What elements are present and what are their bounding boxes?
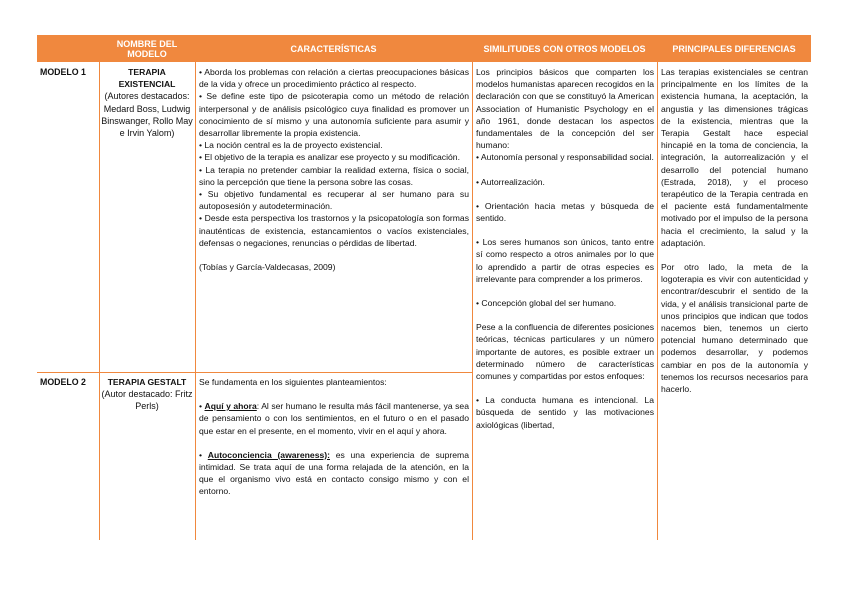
char-item: • El objetivo de la terapia es analizar ese proyecto y su modificación. <box>199 152 460 163</box>
char-item: • Su objetivo fundamental es recuperar al ser humano para su autoposesión y autodeterminación. <box>199 189 469 212</box>
similarity-item: • Orientación hacia metas y búsqueda de sentido. <box>476 200 654 224</box>
row1-label: MODELO 1 <box>40 67 86 77</box>
text-awareness: es una experiencia de suprema intimidad. Se trata aquí de una forma relajada de la atención, en la que el organismo vivo está en contacto consigo mismo y con el entorno. <box>199 449 469 497</box>
row1-model-name <box>101 66 193 139</box>
row1-title: TERAPIA EXISTENCIAL <box>118 67 176 90</box>
differences-cell <box>661 66 808 395</box>
row2-model-name <box>101 376 193 413</box>
header-col1 <box>37 35 99 62</box>
grid-line <box>657 35 658 540</box>
header-similarities: SIMILITUDES CON OTROS MODELOS <box>472 35 657 62</box>
char-item: • Desde esta perspectiva los trastornos y la psicopatología son formas inauténticas de existencia, estancamientos o vacíos existenciales, defensas o negaciones, renuncias o pérdidas de libertad. <box>199 213 469 248</box>
row2-title: TERAPIA GESTALT <box>107 377 187 387</box>
char-item: • Se define este tipo de psicoterapia como un método de relación interpersonal y de análisis psicológico cuya finalidad es promover un conocimiento de sí mismo y una autonomía suficiente para asumir y desarrollar libremente la propia existencia. <box>199 91 469 139</box>
header-differences: PRINCIPALES DIFERENCIAS <box>657 35 811 62</box>
citation: (Tobías y García-Valdecasas, 2009) <box>199 262 336 273</box>
similarity-item: • Autonomía personal y responsabilidad social. <box>476 152 654 163</box>
header-model-name: NOMBRE DEL MODELO <box>99 35 195 62</box>
row2-authors: (Autor destacado: Fritz Perls) <box>101 389 193 412</box>
similarities-para3: • La conducta humana es intencional. La búsqueda de sentido y las motivaciones axiológicas (libertad, <box>476 395 654 430</box>
similarities-para2: Pese a la confluencia de diferentes posiciones teóricas, técnicas particulares y un número importante de autores, es posible extraer un determinado número de características comunes y compartidas por estos enfoques: <box>476 322 654 382</box>
similarity-item: • Autorrealización. <box>476 176 545 187</box>
similarities-intro: Los principios básicos que comparten los modelos humanistas aparecen recogidos en la declaración con que se constituyó la American Association of Humanistic Psychology en el año 1961, donde destacan los aspectos fundamentales de la concepción del ser humano: <box>476 67 654 151</box>
row2-point-awareness: • Autoconciencia (awareness): es una experiencia de suprema intimidad. Se trata aquí de una forma relajada de la atención, en la que el organismo vivo está en contacto consigo mismo y con el entorno. <box>199 449 469 497</box>
differences-p1: Las terapias existenciales se centran principalmente en los límites de la existencia humana, la aceptación, la angustia y las dimensiones trágicas de la existencia, mientras que la Terapia Gestalt hace especial hincapié en la toma de conciencia, la integración, la autorrealización y el desarrollo del potencial humano (Estrada, 2018), y el proceso terapéutico de la Terapia centrada en el paciente está fundamentalmente motivado por el impulso de la persona hacia el crecimiento, la salud y la adaptación. <box>661 67 808 248</box>
similarity-item: • Concepción global del ser humano. <box>476 298 617 309</box>
similarities-cell <box>476 66 654 431</box>
char-item: • La noción central es la de proyecto existencial. <box>199 140 383 151</box>
row1-characteristics <box>199 66 469 273</box>
text-here-and-now: : Al ser humano le resulta más fácil mantenerse, ya sea de pensamiento o con los sentimientos, en el futuro o en el pasado que estar en el presente, en el momento, vivir en el aquí y ahora. <box>199 401 469 436</box>
char-item: • Aborda los problemas con relación a ciertas preocupaciones básicas de la vida y ofrece un procedimiento práctico al respecto. <box>199 67 469 90</box>
grid-line <box>195 35 196 540</box>
similarity-item: • Los seres humanos son únicos, tanto entre sí como respecto a otros animales por lo que lo aprendido a partir de otras especies es irrelevante para comprender a los primeros. <box>476 237 654 284</box>
grid-line <box>472 35 473 540</box>
differences-p2: Por otro lado, la meta de la logoterapia es vivir con autenticidad y encontrar/descubrir el sentido de la vida, y el análisis transicional parte de unos principios que indican que todos nacemos bien, tenemos un cierto potencial humano determinado que podemos desarrollar, y podemos cambiar en pos de la autonomía y tenemos los recursos necesarios para hacerlo. <box>661 262 808 395</box>
header-characteristics: CARACTERÍSTICAS <box>195 35 472 62</box>
row1-authors: (Autores destacados: Medard Boss, Ludwig Binswanger, Rollo May e Irvin Yalom) <box>101 91 193 139</box>
row2-characteristics <box>199 376 469 498</box>
row2-point-here-and-now: • Aquí y ahora: Al ser humano le resulta más fácil mantenerse, ya sea de pensamiento o con los sentimientos, en el futuro o en el pasado que estar en el presente, en el momento, vivir en el aquí y ahora. <box>199 401 469 436</box>
row2-label: MODELO 2 <box>40 377 86 387</box>
char-item: • La terapia no pretender cambiar la realidad externa, física o social, sino la percepción que tiene la persona sobre las cosas. <box>199 164 469 187</box>
grid-line <box>99 35 100 540</box>
term-awareness: Autoconciencia (awareness): <box>207 449 330 460</box>
term-here-and-now: Aquí y ahora <box>204 401 257 412</box>
row2-intro: Se fundamenta en los siguientes planteamientos: <box>199 377 387 387</box>
comparison-table <box>37 35 811 540</box>
row-divider <box>37 372 472 373</box>
